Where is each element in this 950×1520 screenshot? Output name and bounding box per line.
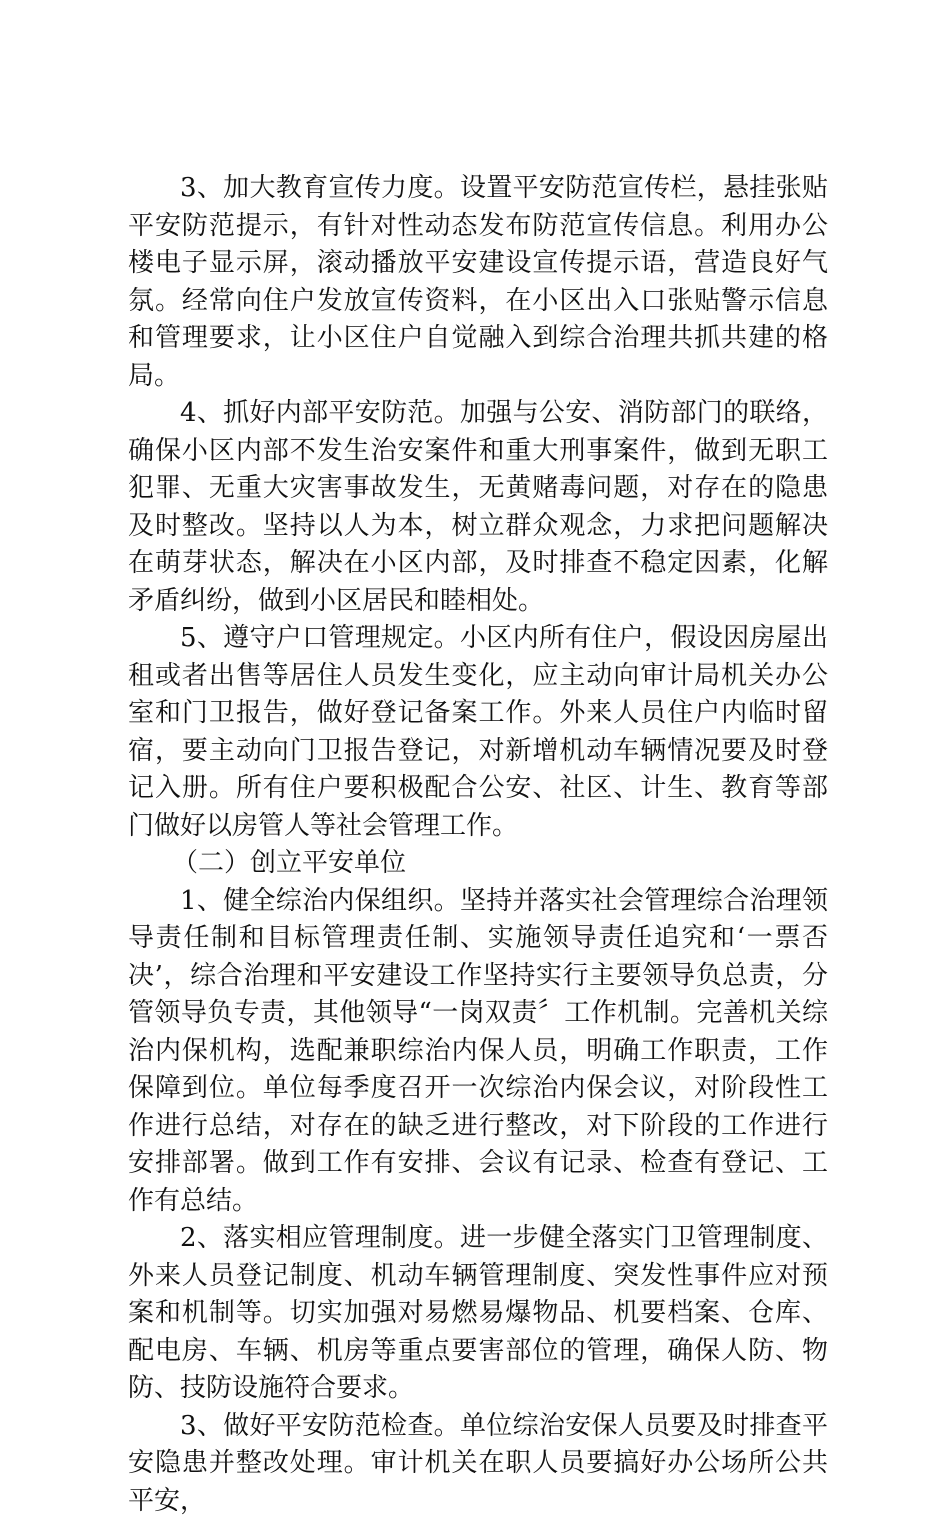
paragraph-internal-security: 4、抓好内部平安防范。加强与公安、消防部门的联络，确保小区内部不发生治安案件和重大刑事案件，做到无职工犯罪、无重大灾害事故发生，无黄赌毒问题，对存在的隐患及时整改。坚持以人为本，树立群众观念，力求把问题解决在萌芽状态，解决在小区内部，及时排查不稳定因素，化解矛盾纠纷，做到小区居民和睦相处。 [128, 395, 828, 620]
paragraph-management-systems: 2、落实相应管理制度。进一步健全落实门卫管理制度、外来人员登记制度、机动车辆管理制度、突发性事件应对预案和机制等。切实加强对易燃易爆物品、机要档案、仓库、配电房、车辆、机房等重点要害部位的管理，确保人防、物防、技防设施符合要求。 [128, 1220, 828, 1408]
document-body [128, 170, 828, 1520]
paragraph-security-inspection: 3、做好平安防范检查。单位综治安保人员要及时排查平安隐患并整改处理。审计机关在职人员要搞好办公场所公共平安， [128, 1408, 828, 1520]
paragraph-household-registration: 5、遵守户口管理规定。小区内所有住户，假设因房屋出租或者出售等居住人员发生变化，应主动向审计局机关办公室和门卫报告，做好登记备案工作。外来人员住户内临时留宿，要主动向门卫报告登记，对新增机动车辆情况要及时登记入册。所有住户要积极配合公安、社区、计生、教育等部门做好以房管人等社会管理工作。 [128, 620, 828, 845]
paragraph-education-publicity: 3、加大教育宣传力度。设置平安防范宣传栏，悬挂张贴平安防范提示，有针对性动态发布防范宣传信息。利用办公楼电子显示屏，滚动播放平安建设宣传提示语，营造良好气氛。经常向住户发放宣传资料，在小区出入口张贴警示信息和管理要求，让小区住户自觉融入到综合治理共抓共建的格局。 [128, 170, 828, 395]
section-heading-safe-unit: （二）创立平安单位 [128, 845, 828, 883]
paragraph-comprehensive-governance: 1、健全综治内保组织。坚持并落实社会管理综合治理领导责任制和目标管理责任制、实施领导责任追究和‘一票否决’，综合治理和平安建设工作坚持实行主要领导负总责，分管领导负专责，其他领导“一岗双责〞工作机制。完善机关综治内保机构，选配兼职综治内保人员，明确工作职责，工作保障到位。单位每季度召开一次综治内保会议，对阶段性工作进行总结，对存在的缺乏进行整改，对下阶段的工作进行安排部署。做到工作有安排、会议有记录、检查有登记、工作有总结。 [128, 883, 828, 1221]
